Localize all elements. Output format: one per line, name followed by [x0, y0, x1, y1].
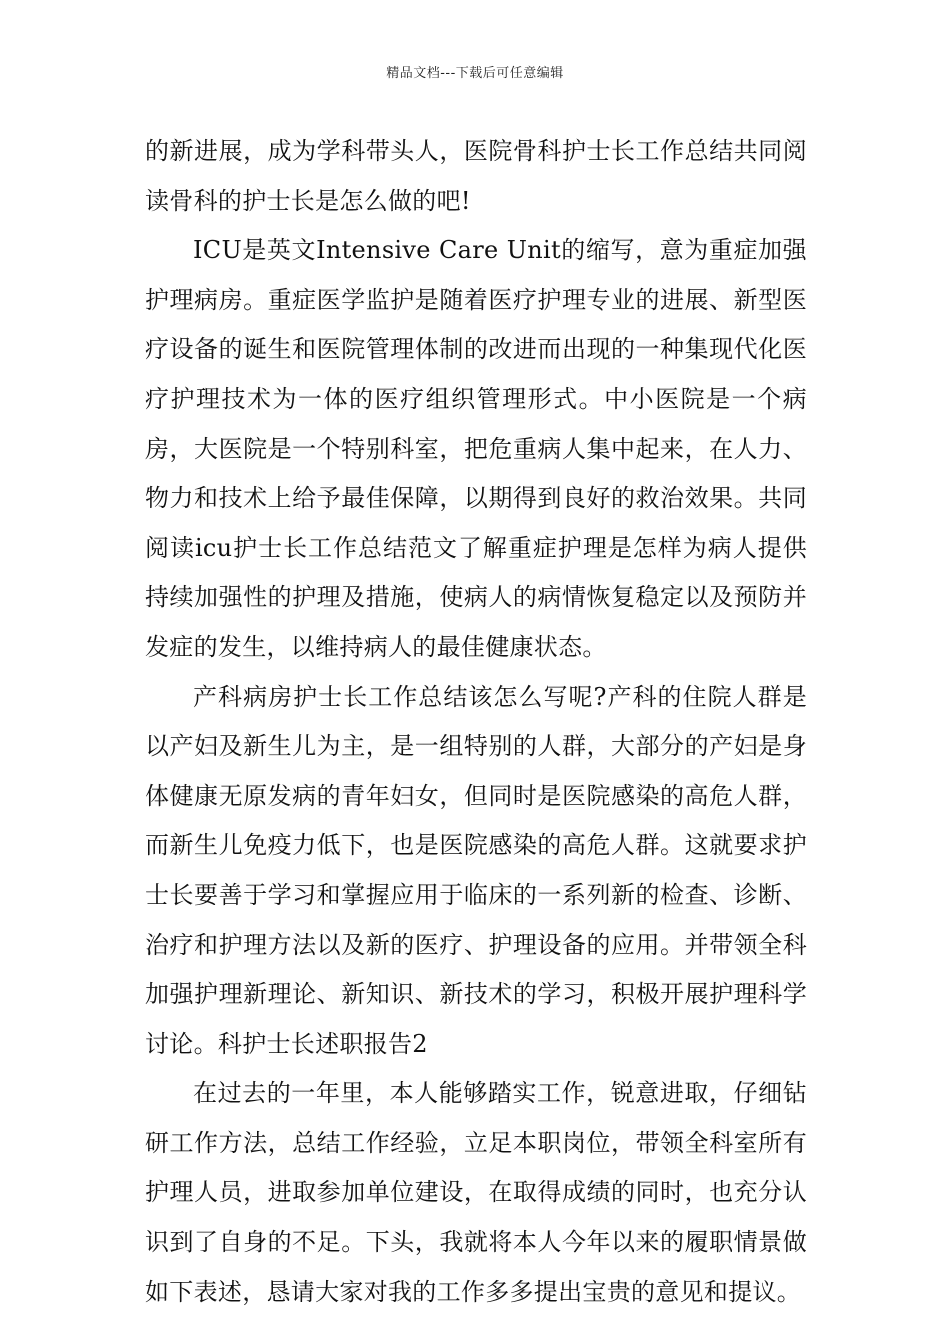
- page-header: 精品文档---下载后可任意编辑: [386, 66, 564, 81]
- paragraph-annual-report: 在过去的一年里，本人能够踏实工作，锐意进取，仔细钻研工作方法，总结工作经验，立足本职岗位，带领全科室所有护理人员，进取参加单位建设，在取得成绩的同时，也充分认识到了自身的不足。下头，我就将本人今年以来的履职情景做如下表述，恳请大家对我的工作多多提出宝贵的意见和提议。: [145, 1079, 807, 1306]
- document-body: [145, 127, 807, 1317]
- paragraph-obstetrics: 产科病房护士长工作总结该怎么写呢?产科的住院人群是以产妇及新生儿为主，是一组特别的人群，大部分的产妇是身体健康无原发病的青年妇女，但同时是医院感染的高危人群，而新生儿免疫力低下，也是医院感染的高危人群。这就要求护士长要善于学习和掌握应用于临床的一系列新的检查、诊断、治疗和护理方法以及新的医疗、护理设备的应用。并带领全科加强护理新理论、新知识、新技术的学习，积极开展护理科学讨论。科护士长述职报告2: [145, 682, 807, 1058]
- paragraph-icu: ICU是英文Intensive Care Unit的缩写，意为重症加强护理病房。重症医学监护是随着医疗护理专业的进展、新型医疗设备的诞生和医院管理体制的改进而出现的一种集现代化医疗护理技术为一体的医疗组织管理形式。中小医院是一个病房，大医院是一个特别科室，把危重病人集中起来，在人力、物力和技术上给予最佳保障，以期得到良好的救治效果。共同阅读icu护士长工作总结范文了解重症护理是怎样为病人提供持续加强性的护理及措施，使病人的病情恢复稳定以及预防并发症的发生，以维持病人的最佳健康状态。: [145, 236, 807, 661]
- paragraph-continuation: 的新进展，成为学科带头人，医院骨科护士长工作总结共同阅读骨科的护士长是怎么做的吧!: [145, 137, 807, 215]
